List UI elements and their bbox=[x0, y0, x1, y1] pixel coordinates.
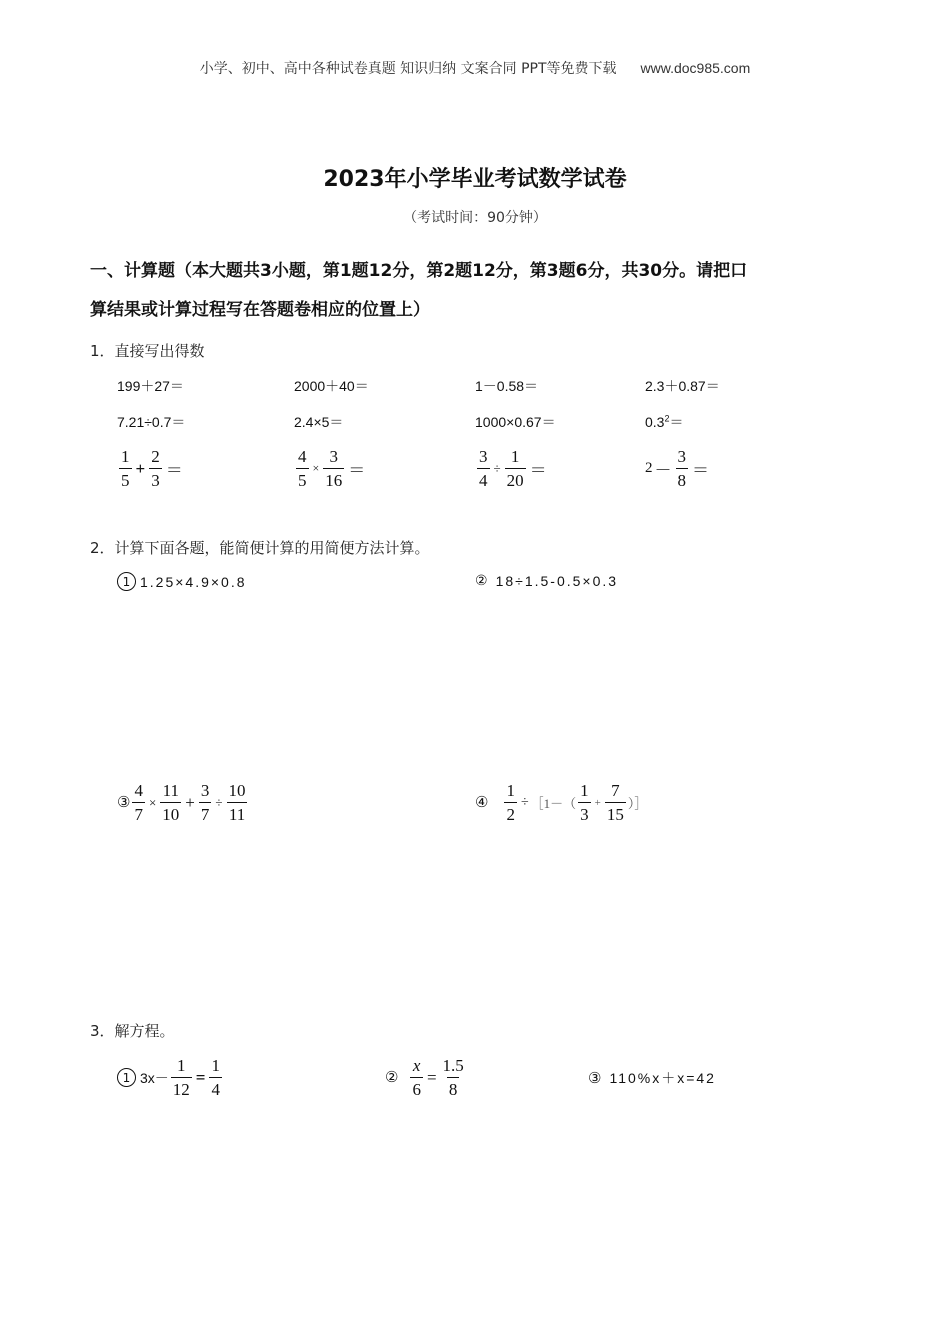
denominator: 8 bbox=[676, 468, 689, 489]
circled-number: ④ bbox=[475, 795, 489, 811]
header-site: www.doc985.com bbox=[640, 60, 751, 76]
q2-problem-1 bbox=[117, 572, 247, 591]
question-2-label: 2．计算下面各题，能简便计算的用简便方法计算。 bbox=[90, 539, 430, 557]
circled-number: 1 bbox=[117, 1068, 136, 1087]
q3-equation-3 bbox=[588, 1068, 716, 1088]
circled-number: ② bbox=[475, 572, 488, 588]
q1-r2-d bbox=[645, 412, 683, 432]
q1-r3-d bbox=[645, 448, 711, 489]
section-1-heading-line1: 一、计算题（本大题共3小题，第1题12分，第2题12分，第3题6分，共30分。请把口 bbox=[90, 261, 748, 281]
q1-r2-a: 7.21÷0.7＝ bbox=[117, 414, 186, 430]
numerator: 1 bbox=[506, 781, 515, 800]
equals: ＝ bbox=[692, 461, 709, 480]
circled-number: 1 bbox=[117, 572, 136, 591]
circled-number: ③ bbox=[588, 1070, 602, 1087]
numerator: 1 bbox=[211, 1056, 220, 1075]
q2-problem-3 bbox=[117, 782, 250, 823]
numerator: 10 bbox=[228, 781, 246, 800]
exam-title: 2023年小学毕业考试数学试卷 bbox=[323, 167, 627, 192]
operator: ÷ bbox=[520, 794, 529, 810]
numerator: 2 bbox=[151, 447, 160, 466]
equals: = bbox=[426, 1067, 437, 1087]
numerator: 1 bbox=[121, 447, 130, 466]
denominator: 8 bbox=[447, 1077, 460, 1098]
q1-r2-d-exp: 2 bbox=[664, 413, 670, 424]
section-1-heading-line2: 算结果或计算过程写在答题卷相应的位置上） bbox=[90, 300, 430, 320]
q1-r1-c: 1－0.58＝ bbox=[475, 378, 539, 394]
equals: = bbox=[195, 1067, 206, 1087]
denominator: 5 bbox=[296, 468, 309, 489]
numerator: 3 bbox=[329, 447, 339, 466]
denominator: 10 bbox=[160, 802, 181, 823]
numerator: 1.5 bbox=[442, 1056, 464, 1075]
whole-number: 2 bbox=[645, 460, 653, 476]
operator: + bbox=[594, 796, 601, 809]
denominator: 12 bbox=[171, 1077, 192, 1098]
q1-r2-d-eq: ＝ bbox=[669, 414, 684, 430]
header-text: 小学、初中、高中各种试卷真题 知识归纳 文案合同 PPT等免费下载 bbox=[199, 61, 617, 77]
exam-duration: （考试时间：90分钟） bbox=[403, 210, 547, 226]
bracket-close: ）］ bbox=[627, 796, 648, 811]
q2-problem-1-expr: 1.25×4.9×0.8 bbox=[140, 573, 247, 590]
operator: + bbox=[185, 792, 195, 812]
equals: ＝ bbox=[348, 461, 366, 480]
operator: ÷ bbox=[493, 460, 501, 476]
q1-r2-b: 2.4×5＝ bbox=[294, 414, 344, 430]
operator: × bbox=[148, 794, 157, 810]
numerator: 11 bbox=[162, 781, 179, 800]
equals: ＝ bbox=[529, 461, 547, 480]
numerator: 3 bbox=[479, 447, 488, 466]
denominator: 5 bbox=[119, 468, 132, 489]
operator: － bbox=[654, 461, 672, 480]
numerator: 7 bbox=[611, 781, 620, 800]
bracket-open: ［1－（ bbox=[530, 796, 577, 811]
q2-problem-2-expr: 18÷1.5-0.5×0.3 bbox=[495, 572, 619, 589]
page-header bbox=[0, 58, 950, 78]
q3-equation-3-expr: 110%x＋x=42 bbox=[609, 1070, 716, 1086]
numerator: x bbox=[412, 1056, 421, 1075]
denominator: 6 bbox=[410, 1077, 423, 1098]
q2-problem-2 bbox=[475, 572, 618, 589]
q2-problem-4 bbox=[475, 782, 647, 823]
operator: + bbox=[135, 458, 146, 478]
numerator: 4 bbox=[298, 447, 307, 466]
numerator: 1 bbox=[177, 1056, 186, 1075]
denominator: 16 bbox=[323, 468, 344, 489]
q3-equation-2 bbox=[385, 1057, 468, 1098]
numerator: 3 bbox=[200, 781, 210, 800]
denominator: 7 bbox=[132, 802, 145, 823]
q1-r3-b bbox=[294, 448, 367, 489]
denominator: 3 bbox=[578, 802, 591, 823]
q3-equation-1-left: 3x－ bbox=[140, 1069, 169, 1086]
denominator: 20 bbox=[505, 468, 526, 489]
circled-number: ② bbox=[385, 1070, 399, 1086]
denominator: 4 bbox=[209, 1077, 222, 1098]
denominator: 11 bbox=[227, 802, 247, 823]
q1-r1-b: 2000＋40＝ bbox=[294, 378, 369, 394]
numerator: 1 bbox=[580, 781, 589, 800]
q3-equation-1 bbox=[117, 1057, 224, 1098]
numerator: 1 bbox=[510, 447, 520, 466]
denominator: 4 bbox=[477, 468, 490, 489]
denominator: 2 bbox=[504, 802, 517, 823]
circled-number: ③ bbox=[117, 795, 131, 811]
numerator: 4 bbox=[134, 781, 143, 800]
q1-r3-a bbox=[117, 448, 185, 489]
question-3-label: 3．解方程。 bbox=[90, 1022, 175, 1040]
operator: × bbox=[312, 461, 320, 475]
q1-r1-a: 199＋27＝ bbox=[117, 378, 184, 394]
equals: ＝ bbox=[165, 461, 183, 480]
q1-r2-c: 1000×0.67＝ bbox=[475, 414, 556, 430]
denominator: 15 bbox=[605, 802, 626, 823]
denominator: 7 bbox=[199, 802, 212, 823]
question-1-label: 1．直接写出得数 bbox=[90, 342, 205, 360]
q1-r3-c bbox=[475, 448, 549, 489]
denominator: 3 bbox=[149, 468, 162, 489]
q1-r2-d-base: 0.3 bbox=[645, 414, 665, 430]
numerator: 3 bbox=[677, 447, 686, 466]
operator: ÷ bbox=[215, 794, 223, 810]
q1-r1-d: 2.3＋0.87＝ bbox=[645, 378, 720, 394]
